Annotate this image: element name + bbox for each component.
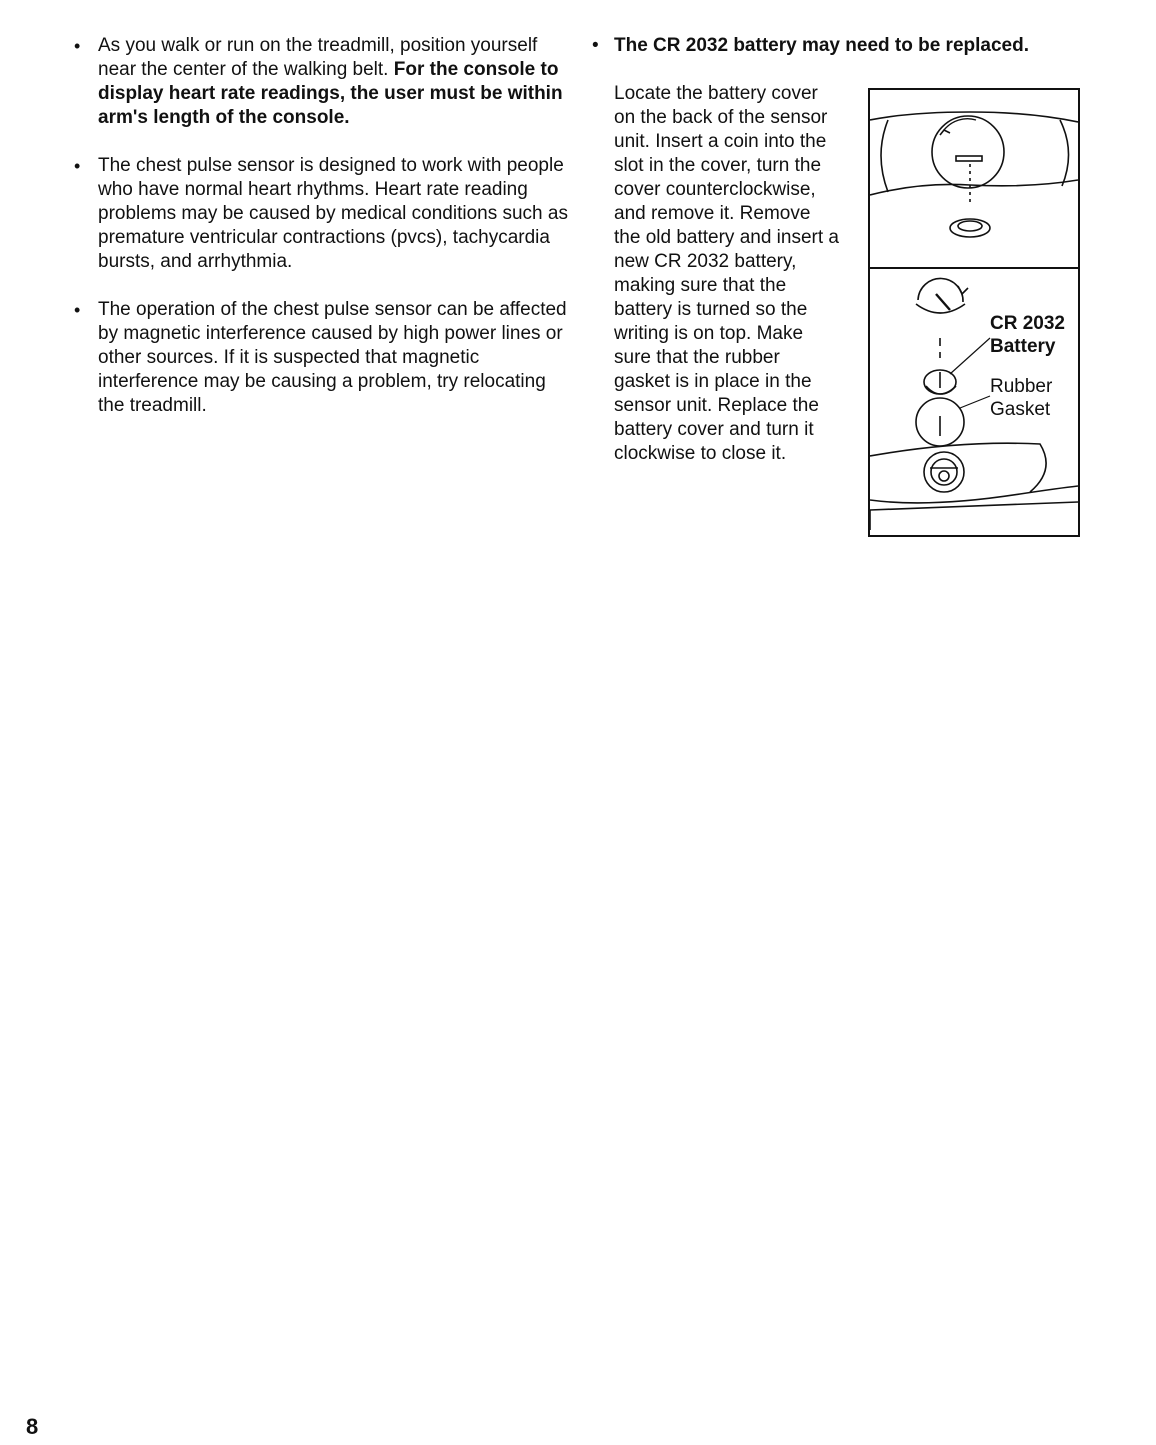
battery-heading: • The CR 2032 battery may need to be replaced.: [590, 34, 1114, 58]
bullet-heart-rhythms: • The chest pulse sensor is designed to work with people who have normal heart rhythms. Heart rate reading problems may be caused by medical conditions such as premature ventricular contractions (pvcs), tachycardia bursts, and arrhythmia.: [72, 154, 572, 274]
bullet-position-bold: For the console to display heart rate readings, the user must be within arm's length of the console.: [98, 59, 563, 128]
bullet-magnetic-interference: • The operation of the chest pulse sensor can be affected by magnetic interference caused by high power lines or other sources. If it is suspected that magnetic interference may be causing a problem, try relocating the treadmill.: [72, 298, 572, 418]
battery-label: [990, 312, 1065, 358]
bullet-position-text: As you walk or run on the treadmill, position yourself near the center of the walking belt.: [98, 35, 538, 80]
bullet-position: [72, 34, 572, 130]
battery-label-line1: CR 2032: [990, 313, 1065, 334]
bullet-list: [72, 34, 572, 442]
sensor-cover-illustration: [870, 112, 1078, 237]
battery-instructions: Locate the battery cover on the back of the sensor unit. Insert a coin into the slot in the cover, turn the cover counterclockwise, and remove it. Remove the old battery and insert a new CR 2032 battery, making sure that the battery is turned so the writing is on top. Make sure that the rubber gasket is in place in the sensor unit. Replace the battery cover and turn it clockwise to close it.: [614, 83, 839, 464]
gasket-label-line1: Rubber: [990, 376, 1053, 397]
gasket-label: [990, 375, 1052, 421]
battery-label-line2: Battery: [990, 336, 1056, 357]
page-number: 8: [26, 1414, 39, 1439]
gasket-label-line2: Gasket: [990, 399, 1051, 420]
battery-replacement-figure: [868, 88, 1080, 537]
